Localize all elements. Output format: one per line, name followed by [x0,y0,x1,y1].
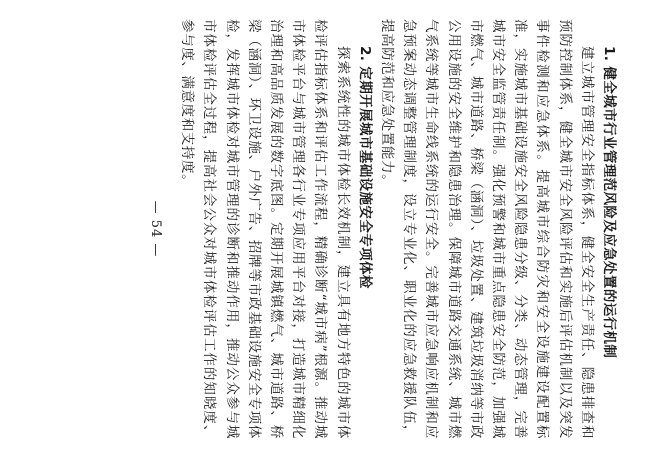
page-number: — 54 — [147,200,163,258]
paragraph-1: 建立城市管理安全指标体系，健全安全生产责任、隐患排查和预防控制体系，健全城市安全风险评估和实施后评估机制以及突发事件检测和应急体系。提高城市综合防灾和安全设施建设配置标准，实施城市基础设施安全风险隐患分级、分类、动态管理，完善城市安全监管责任制。强化预警和城市重点隐患安全防范，加强城市燃气、城市道路、桥梁（涵洞）、垃圾处置、建筑垃圾消纳等市政公用设施的安全维护和隐患治理。保障城市道路交通系统、城市燃气系统等城市生命线系统的运行安全。完善城市应急响应机制和应急预案动态调整管理制度，设立专业化、职业化的应急救援队伍，提高防范和应急处置能力。 [378,19,595,439]
section-heading-2: 2. 定期开展城市基础设施安全专项体检 [356,46,373,289]
rotated-content [30,19,620,439]
section-heading-1: 1. 健全城市行业管理范风险及应急处置的运行机制 [601,46,617,359]
paragraph-2: 探索系统性的城市体检长效机制，建立具有地方特色的城市体检评估指标体系和评估工作流程，精确诊断“城市病”根源。推动城市体检平台与城市管理各行业专项应用平台对接，打造城市精细化治理和高品质发展的数字底图。定期开展城镇燃气、城市道路、桥梁（涵洞）、环卫设施、户外广告、招牌等市政基础设施安全专项体检，发挥城市体检对城市管理的诊断和推动作用，推动公众参与城市体检评估全过程，提高社会公众对城市体检评估工作的知晓度、参与度、满意度和支持度。 [179,19,351,439]
